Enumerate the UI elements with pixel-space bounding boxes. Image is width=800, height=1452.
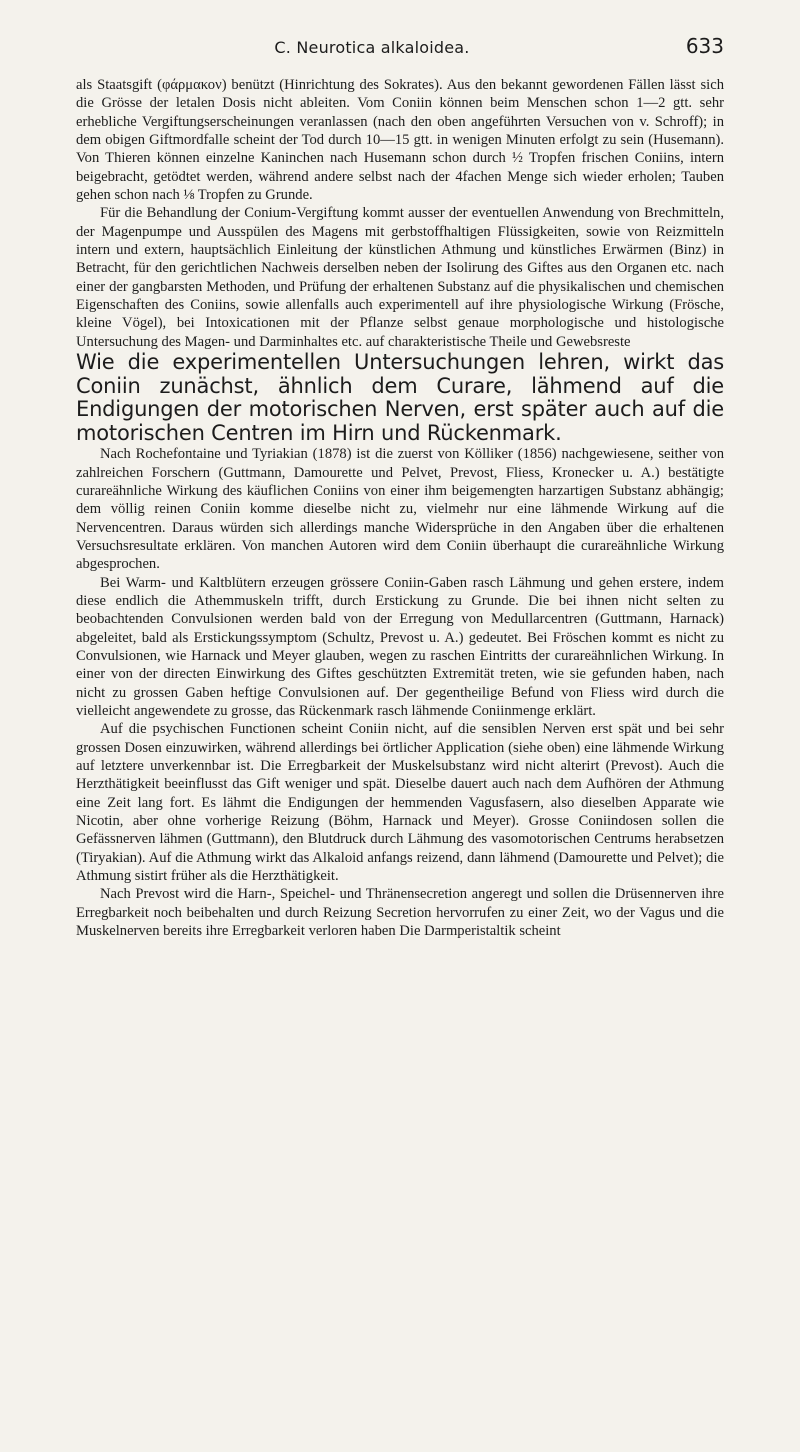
page-header [76, 34, 724, 68]
paragraph-curare-like-action: Nach Rochefontaine und Tyriakian (1878) ist die zuerst von Kölliker (1856) nachgewiesene, seither von zahlreichen Forschern (Guttmann, Damourette und Pelvet, Prevost, Fliess, Kronecker u. A.) bestätigte curareähnliche Wirkung des käuflichen Coniins von einer ihm beigemengten harzartigen Substanz abhängig; dem völlig reinen Coniin komme dieselbe nicht zu, vielmehr nur eine lähmende Wirkung auf die Nervencentren. Daraus würden sich allerdings manche Widersprüche in den Angaben über die erhaltenen Versuchsresultate erklären. Von manchen Autoren wird dem Coniin überhaupt die curareähnliche Wirkung abgesprochen. [76, 446, 724, 573]
paragraph-psychic-functions: Auf die psychischen Functionen scheint Coniin nicht, auf die sensiblen Nerven erst spät und bei sehr grossen Dosen einzuwirken, während allerdings bei örtlicher Application (siehe oben) eine lähmende Wirkung auf letztere unverkennbar ist. Die Erregbarkeit der Muskelsubstanz wird nicht alterirt (Prevost). Auch die Herzthätigkeit beeinflusst das Gift weniger und spät. Dieselbe dauert auch nach dem Aufhören der Athmung eine Zeit lang fort. Es lähmt die Endigungen der hemmenden Vagusfasern, also dieselben Apparate wie Nicotin, aber ohne vorherige Reizung (Böhm, Harnack und Meyer). Grosse Coniindosen sollen die Gefässnerven lähmen (Guttmann), den Blutdruck durch Lähmung des vasomotorischen Centrums herabsetzen (Tiryakian). Auf die Athmung wirkt das Alkaloid anfangs reizend, dann lähmend (Damourette und Pelvet); die Athmung sistirt früher als die Herzthätigkeit. [76, 721, 724, 885]
running-head: C. Neurotica alkaloidea. [274, 38, 470, 57]
paragraph-warm-cold-blooded: Bei Warm- und Kaltblütern erzeugen grössere Coniin-Gaben rasch Lähmung und gehen erstere, indem diese endlich die Athemmuskeln trifft, durch Erstickung zu Grunde. Die bei ihnen nicht selten zu beobachtenden Convulsionen werden bald von der Erregung von Medullarcentren (Guttmann, Harnack) abgeleitet, bald als Erstickungssymptom (Schultz, Prevost u. A.) gedeutet. Bei Fröschen kommt es nicht zu Convulsionen, wie Harnack und Meyer glauben, wegen zu raschen Eintritts der curareähnlichen Wirkung. In einer von der directen Einwirkung des Giftes geschützten Extremität treten, wie sie gefunden haben, nach nicht zu grossen Gaben heftige Convulsionen auf. Der gegentheilige Befund von Fliess wird durch die vielleicht angewendete zu grosse, das Rückenmark rasch lähmende Coniinmenge erklärt. [76, 574, 724, 719]
body-text [76, 76, 724, 940]
page-number: 633 [685, 34, 724, 58]
paragraph-summary-highlight: Wie die experimentellen Untersuchungen lehren, wirkt das Coniin zunächst, ähnlich dem Curare, lähmend auf die Endigungen der motorischen Nerven, erst später auch auf die motorischen Centren im Hirn und Rückenmark. [76, 350, 724, 445]
paragraph-treatment: Für die Behandlung der Conium-Vergiftung kommt ausser der eventuellen Anwendung von Brechmitteln, der Magenpumpe und Ausspülen des Magens mit gerbstoffhaltigen Flüssigkeiten, sowie von Reizmitteln intern und extern, hauptsächlich Einleitung der künstlichen Athmung und künstliches Erwärmen (Binz) in Betracht, für den gerichtlichen Nachweis derselben neben der Isolirung des Giftes aus den Organen etc. nach einer der gangbarsten Methoden, und Prüfung der erhaltenen Substanz auf die physikalischen und chemischen Eigenschaften des Coniins, sowie allenfalls auch experimentell auf ihre physiologische Wirkung (Frösche, kleine Vögel), bei Intoxicationen mit der Pflanze selbst genaue morphologische und histologische Untersuchung des Magen- und Darminhaltes etc. auf charakteristische Theile und Gewebsreste [76, 205, 724, 350]
book-page [76, 34, 724, 940]
paragraph-secretion: Nach Prevost wird die Harn-, Speichel- und Thränensecretion angeregt und sollen die Drüsennerven ihre Erregbarkeit noch beibehalten und durch Reizung Secretion hervorrufen zu einer Zeit, wo der Vagus und die Muskelnerven bereits ihre Erregbarkeit verloren haben Die Darmperistaltik scheint [76, 886, 724, 940]
paragraph-toxic-dose: als Staatsgift (φάρμακον) benützt (Hinrichtung des Sokrates). Aus den bekannt gewordenen Fällen lässt sich die Grösse der letalen Dosis nicht ableiten. Vom Coniin können beim Menschen schon 1—2 gtt. sehr erhebliche Vergiftungserscheinungen veranlassen (nach den oben angeführten Versuchen von v. Schroff); in dem obigen Giftmordfalle scheint der Tod durch 10—15 gtt. in wenigen Minuten erfolgt zu sein (Husemann). Von Thieren können einzelne Kaninchen nach Husemann schon durch ½ Tropfen frischen Coniins, intern beigebracht, getödtet werden, während andere selbst nach der 4fachen Menge sich wieder erholen; Tauben gehen schon nach ⅛ Tropfen zu Grunde. [76, 77, 724, 204]
